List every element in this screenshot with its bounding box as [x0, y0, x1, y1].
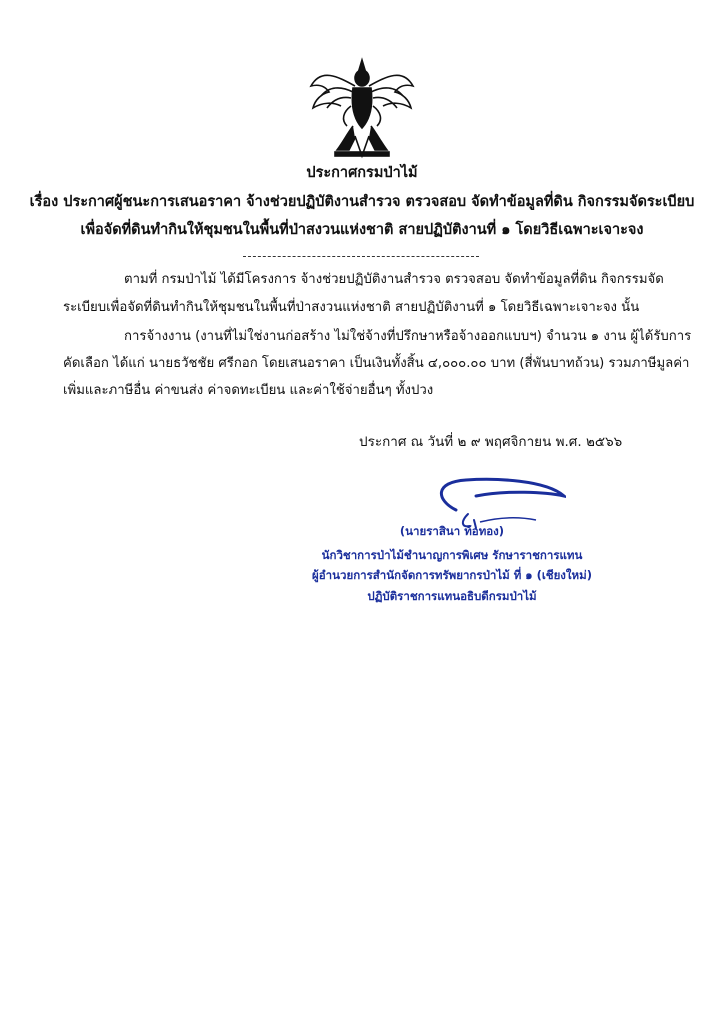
body-paragraph-line-4: คัดเลือก ได้แก่ นายธวัชชัย ศรีกอก โดยเสนอราคา เป็นเงินทั้งสิ้น ๔,๐๐๐.๐๐ บาท (สี่พันบาทถ้วน) รวมภาษีมูลค่า	[63, 356, 690, 371]
subject-line-1: เรื่อง ประกาศผู้ชนะการเสนอราคา จ้างช่วยปฏิบัติงานสำรวจ ตรวจสอบ จัดทำข้อมูลที่ดิน กิจกรรมจัดระเบียบ	[29, 194, 695, 210]
agency-title: ประกาศกรมป่าไม้	[306, 165, 418, 181]
signatory-name: (นายราสินา ท้อทอง)	[399, 524, 505, 538]
signatory-position-2: ผู้อำนวยการสำนักจัดการทรัพยากรป่าไม้ ที่ ๑ (เชียงใหม่)	[312, 568, 592, 582]
announcement-date: ประกาศ ณ วันที่ ๒ ๙ พฤศจิกายน พ.ศ. ๒๕๖๖	[359, 434, 623, 450]
body-paragraph-line-2: ระเบียบเพื่อจัดที่ดินทำกินให้ชุมชนในพื้นที่ป่าสงวนแห่งชาติ สายปฏิบัติงานที่ ๑ โดยวิธีเฉพาะเจาะจง นั้น	[63, 300, 640, 315]
subject-line-2: เพื่อจัดที่ดินทำกินให้ชุมชนในพื้นที่ป่าสงวนแห่งชาติ สายปฏิบัติงานที่ ๑ โดยวิธีเฉพาะเจาะจง	[80, 222, 644, 238]
body-paragraph-line-5: เพิ่มและภาษีอื่น ค่าขนส่ง ค่าจดทะเบียน และค่าใช้จ่ายอื่นๆ ทั้งปวง	[63, 383, 434, 398]
signatory-position-3: ปฏิบัติราชการแทนอธิบดีกรมป่าไม้	[367, 589, 537, 603]
body-paragraph-line-1: ตามที่ กรมป่าไม้ ได้มีโครงการ จ้างช่วยปฏิบัติงานสำรวจ ตรวจสอบ จัดทำข้อมูลที่ดิน กิจกรรมจัด	[124, 272, 664, 287]
signatory-position-1: นักวิชาการป่าไม้ชำนาญการพิเศษ รักษาราชการแทน	[321, 548, 583, 562]
body-paragraph-line-3: การจ้างงาน (งานที่ไม่ใช่งานก่อสร้าง ไม่ใช่จ้างที่ปรึกษาหรือจ้างออกแบบฯ) จำนวน ๑ งาน ผู้ได้รับการ	[124, 329, 692, 344]
divider	[243, 256, 479, 257]
garuda-emblem-icon	[307, 56, 417, 160]
